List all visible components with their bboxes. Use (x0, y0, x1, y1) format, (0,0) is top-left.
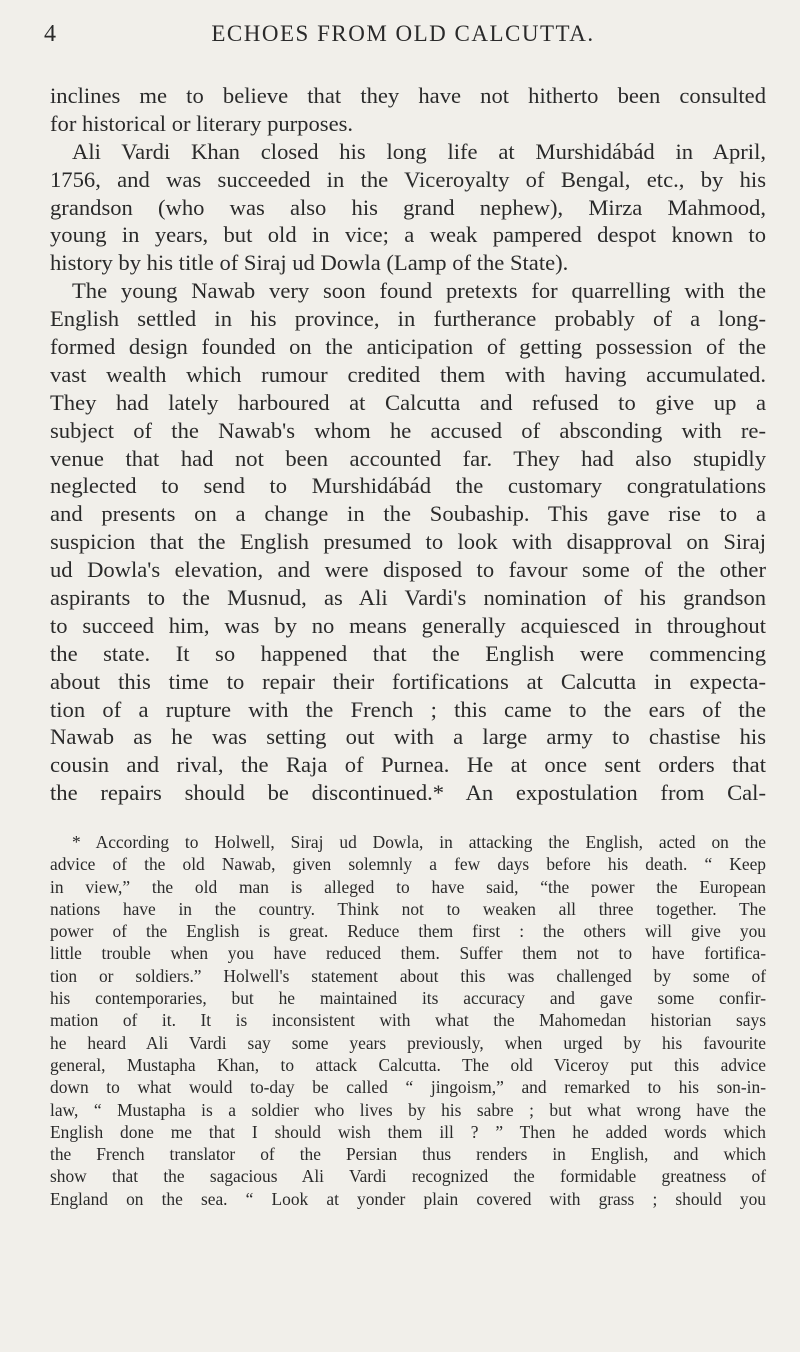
text-line: The young Nawab very soon found pretexts for quarrelling with the (72, 278, 766, 304)
footnote-line: his contemporaries, but he maintained its accuracy and gave some confir- (50, 988, 766, 1009)
text-line: They had lately harboured at Calcutta and refused to give up a (50, 389, 766, 415)
text-line: to succeed him, was by no means generally acquiesced in throughout (50, 612, 766, 638)
text-line: English settled in his province, in furtherance probably of a long- (50, 306, 766, 332)
footnote-line: little trouble when you have reduced them. Suffer them not to have fortifica- (50, 943, 766, 964)
text-line: Ali Vardi Khan closed his long life at Murshidábád in April, (72, 138, 766, 164)
text-line: subject of the Nawab's whom he accused of absconding with re- (50, 417, 766, 443)
footnote-line: tion or soldiers.” Holwell's statement about this was challenged by some of (50, 965, 766, 986)
footnote-line: England on the sea. “ Look at yonder plain covered with grass ; should you (50, 1188, 766, 1209)
text-line: inclines me to believe that they have not hitherto been consulted (50, 83, 766, 108)
text-line: tion of a rupture with the French ; this came to the ears of the (50, 696, 766, 722)
text-line: cousin and rival, the Raja of Purnea. He at once sent orders that (50, 752, 766, 778)
footnote-line: in view,” the old man is alleged to have said, “the power the European (50, 876, 766, 897)
footnote-line: show that the sagacious Ali Vardi recognized the formidable greatness of (50, 1166, 766, 1187)
text-line: suspicion that the English presumed to look with disapproval on Siraj (50, 529, 766, 555)
text-line: the repairs should be discontinued.* An expostulation from Cal- (50, 780, 766, 806)
footnote-line: nations have in the country. Think not to weaken all three together. The (50, 898, 766, 919)
text-line: young in years, but old in vice; a weak pampered despot known to (50, 222, 766, 248)
text-line: Nawab as he was setting out with a large army to chastise his (50, 724, 766, 750)
body-text (50, 82, 766, 807)
text-line: grandson (who was also his grand nephew), Mirza Mahmood, (50, 194, 766, 220)
text-line: vast wealth which rumour credited them with having accumulated. (50, 361, 766, 387)
footnote-line: * According to Holwell, Siraj ud Dowla, in attacking the English, acted on the (72, 832, 766, 852)
footnote (50, 831, 766, 1210)
page-header (44, 14, 762, 54)
text-line: history by his title of Siraj ud Dowla (Lamp of the State). (50, 250, 569, 276)
footnote-line: the French translator of the Persian thus renders in English, and which (50, 1144, 766, 1165)
text-line: ud Dowla's elevation, and were disposed to favour some of the other (50, 557, 766, 583)
footnote-line: down to what would to-day be called “ jingoism,” and remarked to his son-in- (50, 1077, 766, 1098)
footnote-line: he heard Ali Vardi say some years previously, when urged by his favourite (50, 1032, 766, 1053)
footnote-line: advice of the old Nawab, given solemnly a few days before his death. “ Keep (50, 854, 766, 875)
text-line: for historical or literary purposes. (50, 110, 354, 136)
page-number: 4 (44, 21, 56, 47)
footnote-line: mation of it. It is inconsistent with what the Mahomedan historian says (50, 1010, 766, 1031)
text-line: about this time to repair their fortifications at Calcutta in expecta- (50, 668, 766, 694)
footnote-line: power of the English is great. Reduce them first : the others will give you (50, 921, 766, 942)
text-line: 1756, and was succeeded in the Viceroyalty of Bengal, etc., by his (50, 166, 766, 192)
text-line: venue that had not been accounted far. They had also stupidly (50, 445, 766, 471)
text-line: formed design founded on the anticipation of getting possession of the (50, 334, 766, 360)
running-head: ECHOES FROM OLD CALCUTTA. (211, 21, 595, 46)
footnote-line: English done me that I should wish them ill ? ” Then he added words which (50, 1121, 766, 1142)
text-line: the state. It so happened that the English were commencing (50, 640, 766, 666)
footnote-line: general, Mustapha Khan, to attack Calcutta. The old Viceroy put this advice (50, 1054, 766, 1075)
text-line: neglected to send to Murshidábád the customary congratulations (50, 473, 766, 499)
text-line: aspirants to the Musnud, as Ali Vardi's nomination of his grandson (50, 585, 766, 611)
text-line: and presents on a change in the Soubaship. This gave rise to a (50, 501, 766, 527)
footnote-line: law, “ Mustapha is a soldier who lives by his sabre ; but what wrong have the (50, 1099, 766, 1120)
